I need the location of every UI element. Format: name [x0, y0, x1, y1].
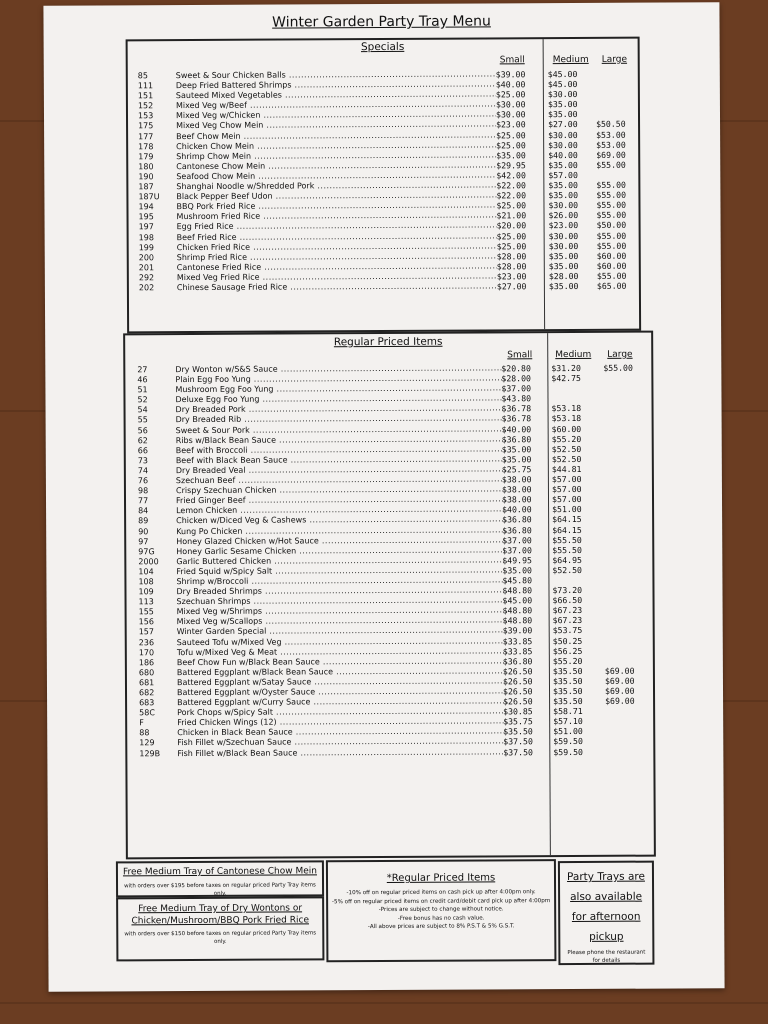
- item-name: Tofu w/Mixed Veg & Meat .....: [177, 646, 507, 658]
- price-small: $42.00: [496, 170, 526, 181]
- price-medium: $55.20: [552, 655, 583, 666]
- item-name: Beef with Broccoli .....: [176, 444, 506, 456]
- promo-wontons: [116, 896, 324, 961]
- item-name: Fish Fillet w/Szechuan Sauce .....: [177, 737, 507, 749]
- item-name: Cantonese Chow Mein .....: [176, 160, 496, 172]
- col-small: Small: [507, 350, 533, 361]
- promo-chow-mein: [116, 860, 324, 897]
- promo-notes: [328, 888, 554, 932]
- item-name: Beef Chow Mein .....: [176, 130, 496, 142]
- item-name: Battered Eggplant w/Black Bean Sauce .....: [177, 666, 507, 678]
- price-small: $35.00: [501, 454, 532, 465]
- price-large: $50.50: [596, 119, 626, 130]
- price-medium: $35.00: [548, 260, 579, 271]
- promo-afternoon-pickup: [558, 861, 655, 966]
- price-small: $37.50: [503, 746, 533, 757]
- price-small: $28.00: [496, 250, 527, 262]
- item-name: Battered Eggplant w/Satay Sauce .....: [177, 676, 507, 688]
- price-medium: $44.81: [551, 463, 582, 475]
- price-small: $26.50: [502, 676, 533, 687]
- price-small: $33.85: [502, 635, 533, 646]
- price-small: $25.00: [496, 240, 527, 252]
- menu-title: Winter Garden Party Tray Menu: [272, 13, 491, 31]
- item-number: 51: [137, 385, 148, 395]
- price-medium: $57.00: [551, 494, 582, 505]
- price-small: $25.00: [496, 200, 527, 211]
- price-medium: $28.00: [548, 270, 579, 282]
- price-large: $69.00: [604, 675, 635, 686]
- item-number: 55: [137, 415, 148, 425]
- price-large: $60.00: [596, 250, 627, 261]
- item-number: 681: [138, 678, 155, 688]
- price-small: $37.00: [501, 383, 532, 394]
- note-line: -5% off on regular priced items on credit card/debit card pick up after 4:00pm: [331, 897, 551, 905]
- price-medium: $59.50: [553, 736, 583, 747]
- item-number: 198: [138, 232, 154, 242]
- item-name: Chicken in Black Bean Sauce .....: [177, 727, 507, 739]
- price-small: $36.78: [501, 413, 532, 424]
- regular-list: [125, 363, 653, 759]
- item-name: Sauteed Tofu w/Mixed Veg .....: [177, 636, 507, 648]
- price-small: $30.00: [495, 99, 526, 110]
- price-medium: $64.95: [552, 554, 582, 565]
- item-number: 152: [137, 101, 154, 111]
- price-medium: $59.50: [553, 746, 583, 757]
- item-number: 195: [138, 212, 154, 222]
- item-number: 89: [138, 516, 149, 526]
- price-medium: $52.50: [552, 564, 582, 575]
- note-line: -Prices are subject to change without notice.: [378, 906, 504, 914]
- price-small: $38.00: [501, 494, 532, 505]
- price-medium: $31.20: [551, 362, 581, 374]
- item-number: 194: [138, 202, 154, 212]
- item-number: 187U: [138, 192, 160, 202]
- item-number: 97: [138, 536, 149, 546]
- price-small: $25.75: [501, 464, 532, 475]
- price-large: $55.00: [596, 230, 627, 241]
- item-number: 682: [138, 688, 155, 698]
- price-small: $20.80: [501, 363, 531, 374]
- price-large: $55.00: [596, 270, 627, 281]
- price-medium: $35.00: [547, 99, 578, 110]
- price-medium: $35.50: [552, 665, 583, 676]
- item-number: 236: [138, 637, 155, 647]
- promo-note: Please phone the restaurant for details: [567, 949, 646, 964]
- item-name: Sweet & Sour Chicken Balls .....: [176, 69, 496, 81]
- price-small: $48.80: [502, 615, 533, 626]
- item-number: 153: [137, 111, 154, 121]
- price-medium: $35.50: [553, 696, 583, 707]
- price-large: $55.00: [596, 179, 626, 190]
- item-number: 111: [137, 81, 154, 91]
- item-number: 200: [138, 252, 155, 262]
- price-medium: $30.00: [548, 129, 578, 140]
- item-number: 156: [138, 617, 154, 627]
- price-medium: $67.23: [552, 605, 583, 616]
- price-small: $48.80: [502, 585, 533, 596]
- regular-section: [123, 331, 656, 860]
- item-name: Kung Po Chicken .....: [176, 525, 506, 537]
- item-name: Dry Wonton w/S&S Sauce .....: [175, 363, 505, 375]
- item-number: 52: [137, 395, 148, 405]
- price-small: $30.00: [495, 109, 526, 120]
- item-name: Ribs w/Black Bean Sauce .....: [176, 434, 506, 446]
- price-small: $38.00: [501, 474, 532, 485]
- price-medium: $40.00: [548, 149, 578, 160]
- item-name: Chicken w/Diced Veg & Cashews .....: [176, 515, 506, 527]
- item-number: 46: [137, 375, 148, 385]
- item-name: Battered Eggplant w/Curry Sauce .....: [177, 696, 507, 708]
- price-medium: $52.50: [551, 453, 582, 464]
- item-name: Lemon Chicken .....: [176, 505, 506, 517]
- item-name: Pork Chops w/Spicy Salt .....: [177, 707, 507, 719]
- item-name: Honey Glazed Chicken w/Hot Sauce .....: [176, 535, 506, 547]
- price-small: $49.95: [502, 555, 532, 566]
- price-small: $28.00: [501, 373, 531, 384]
- price-medium: $53.18: [551, 413, 582, 424]
- item-name: Winter Garden Special .....: [177, 626, 507, 638]
- item-number: 77: [137, 496, 149, 506]
- regular-heading: Regular Priced Items: [333, 335, 443, 349]
- item-number: 190: [138, 172, 154, 182]
- item-name: Fish Fillet w/Black Bean Sauce .....: [177, 747, 507, 759]
- item-name: Battered Eggplant w/Oyster Sauce .....: [177, 686, 507, 698]
- specials-list: [128, 69, 639, 294]
- price-medium: $30.00: [548, 230, 579, 241]
- price-large: $53.00: [596, 139, 626, 150]
- item-number: 108: [138, 577, 154, 587]
- price-medium: $50.25: [552, 635, 583, 646]
- item-number: 54: [137, 405, 148, 415]
- item-number: 66: [137, 445, 148, 456]
- price-small: $40.00: [502, 504, 532, 515]
- price-small: $33.85: [502, 645, 533, 657]
- item-number: 178: [138, 141, 154, 151]
- item-number: 197: [138, 222, 154, 232]
- price-medium: $56.25: [552, 645, 583, 656]
- price-medium: $51.00: [553, 726, 583, 737]
- price-large: $55.00: [596, 189, 627, 201]
- item-number: 98: [137, 486, 149, 496]
- price-small: $23.00: [496, 119, 526, 130]
- item-name: Black Pepper Beef Udon .....: [176, 191, 496, 203]
- item-name: Honey Garlic Sesame Chicken .....: [176, 545, 506, 557]
- item-number: 90: [138, 526, 149, 536]
- price-large: $50.00: [596, 220, 627, 231]
- price-small: $40.00: [501, 423, 532, 434]
- item-name: Deep Fried Battered Shrimps .....: [176, 80, 496, 92]
- item-name: Dry Breaded Rib .....: [176, 414, 506, 426]
- price-small: $30.85: [503, 706, 533, 717]
- price-medium: $52.50: [551, 443, 582, 454]
- promo-title: Party Trays are also available for afternoon pickup: [567, 870, 645, 943]
- price-medium: $35.00: [548, 190, 579, 201]
- price-small: $21.00: [496, 210, 527, 221]
- price-small: $26.50: [502, 666, 533, 677]
- item-name: Mixed Veg Chow Mein .....: [176, 120, 496, 132]
- item-name: Dry Breaded Veal .....: [176, 464, 506, 476]
- price-large: $53.00: [596, 129, 626, 140]
- item-name: Beef with Black Bean Sauce .....: [176, 454, 506, 466]
- price-large: $69.00: [604, 685, 635, 696]
- price-small: $36.78: [501, 403, 532, 414]
- price-medium: $35.00: [548, 280, 579, 292]
- price-medium: $30.00: [548, 139, 578, 150]
- price-small: $35.00: [502, 565, 532, 576]
- price-medium: $42.75: [551, 373, 581, 384]
- item-name: Mixed Veg w/Chicken .....: [176, 110, 496, 122]
- price-large: $55.00: [603, 362, 633, 373]
- price-medium: $35.00: [548, 250, 579, 261]
- price-small: $22.00: [496, 190, 527, 201]
- price-medium: $57.10: [553, 716, 583, 727]
- item-name: Fried Squid w/Spicy Salt .....: [176, 565, 506, 577]
- item-number: 170: [138, 647, 155, 657]
- item-number: 129: [139, 738, 155, 748]
- price-small: $20.00: [496, 220, 527, 231]
- price-small: $29.95: [496, 160, 526, 171]
- item-number: 104: [138, 567, 154, 577]
- price-large: $65.00: [596, 280, 627, 291]
- price-small: $26.50: [502, 686, 533, 697]
- price-medium: $57.00: [548, 169, 578, 181]
- price-medium: $35.00: [548, 159, 578, 170]
- price-small: $39.00: [495, 69, 526, 80]
- price-small: $38.00: [501, 484, 532, 495]
- item-name: Dry Breaded Pork .....: [176, 404, 506, 416]
- price-large: $55.00: [596, 199, 627, 211]
- price-medium: $45.00: [547, 79, 578, 90]
- item-number: 683: [139, 698, 155, 708]
- item-name: Plain Egg Foo Yung .....: [175, 373, 505, 385]
- price-medium: $53.18: [551, 403, 582, 414]
- item-name: Cantonese Fried Rice .....: [177, 261, 497, 273]
- item-number: 27: [137, 365, 148, 375]
- price-small: $37.00: [502, 534, 532, 545]
- price-medium: $35.00: [548, 180, 578, 191]
- price-small: $35.75: [503, 716, 533, 727]
- price-small: $35.50: [503, 726, 533, 737]
- item-number: 180: [138, 162, 154, 172]
- price-small: $45.00: [502, 595, 533, 606]
- price-medium: $57.00: [551, 473, 582, 485]
- item-name: Dry Breaded Shrimps .....: [176, 585, 506, 597]
- item-name: Chinese Sausage Fried Rice .....: [177, 281, 497, 293]
- item-number: 199: [138, 242, 154, 252]
- specials-heading: Specials: [360, 40, 405, 54]
- item-number: 97G: [138, 546, 155, 556]
- price-medium: $64.15: [552, 514, 582, 525]
- item-name: Mixed Veg w/Scallops .....: [177, 616, 507, 628]
- price-medium: $55.20: [551, 433, 582, 444]
- price-small: $39.00: [502, 625, 533, 636]
- note-line: -10% off on regular priced items on cash pick up after 4:00pm only.: [346, 889, 536, 897]
- price-medium: $35.50: [552, 675, 583, 687]
- price-small: $35.00: [496, 150, 526, 161]
- item-number: 292: [138, 273, 155, 283]
- price-medium: $26.00: [548, 210, 579, 221]
- promo-title: Free Medium Tray of Cantonese Chow Mein: [122, 866, 317, 878]
- promo-note: with orders over $195 before taxes on regular priced Party Tray items only.: [124, 882, 316, 897]
- item-name: Beef Chow Fun w/Black Bean Sauce .....: [177, 656, 507, 668]
- item-number: 113: [138, 597, 154, 607]
- note-line: -Free bonus has no cash value.: [397, 915, 485, 922]
- price-small: $48.80: [502, 605, 533, 616]
- price-medium: $45.00: [547, 68, 578, 80]
- price-small: $36.80: [502, 524, 532, 535]
- price-medium: $64.15: [552, 524, 582, 535]
- promo-title: Free Medium Tray of Dry Wontons or Chicken/Mushroom/BBQ Pork Fried Rice: [131, 903, 310, 927]
- price-medium: $30.00: [548, 200, 579, 211]
- price-medium: $30.00: [548, 240, 579, 251]
- item-number: 88: [139, 728, 150, 738]
- item-name: Beef Fried Rice .....: [177, 231, 497, 243]
- price-medium: $30.00: [547, 89, 578, 100]
- item-name: Shrimp Chow Mein .....: [176, 150, 496, 162]
- item-number: 73: [137, 456, 149, 466]
- price-medium: $58.71: [553, 706, 583, 717]
- specials-section: [126, 37, 642, 334]
- item-name: Sauteed Mixed Vegetables .....: [176, 90, 496, 102]
- price-medium: $55.50: [552, 534, 582, 545]
- item-number: 76: [137, 476, 149, 486]
- item-number: F: [139, 718, 144, 728]
- item-number: 201: [138, 262, 155, 273]
- price-small: $36.80: [501, 433, 532, 445]
- item-number: 56: [137, 425, 148, 435]
- item-name: Mixed Veg w/Beef .....: [176, 100, 496, 112]
- promo-regular-notes: [326, 859, 557, 962]
- item-number: 85: [137, 71, 149, 81]
- price-large: $69.00: [605, 695, 635, 706]
- item-number: 179: [138, 151, 154, 162]
- price-medium: $23.00: [548, 220, 579, 231]
- item-name: BBQ Pork Fried Rice .....: [176, 201, 496, 213]
- price-small: $43.80: [501, 393, 532, 404]
- item-number: 109: [138, 587, 154, 597]
- price-small: $35.00: [501, 443, 532, 455]
- price-medium: $55.50: [552, 544, 582, 555]
- item-name: Mixed Veg w/Shrimps .....: [177, 606, 507, 618]
- item-name: Szechuan Shrimps .....: [177, 596, 507, 608]
- promo-title: *Regular Priced Items: [386, 872, 496, 884]
- item-number: 157: [138, 627, 155, 637]
- price-small: $36.80: [502, 514, 532, 525]
- item-number: 62: [137, 435, 148, 445]
- price-medium: $35.00: [547, 109, 578, 120]
- item-name: Chicken Chow Mein .....: [176, 140, 496, 152]
- item-number: 680: [138, 668, 155, 678]
- price-medium: $66.50: [552, 595, 583, 606]
- col-medium: Medium: [555, 349, 592, 361]
- col-large: Large: [601, 54, 628, 65]
- price-small: $25.00: [496, 139, 526, 151]
- item-name: Crispy Szechuan Chicken .....: [176, 484, 506, 496]
- specials-column-headers: [128, 55, 638, 70]
- item-name: Chicken Fried Rice .....: [177, 241, 497, 253]
- item-name: Shanghai Noodle w/Shredded Pork .....: [176, 180, 496, 192]
- price-large: $55.00: [596, 159, 626, 170]
- item-name: Fried Ginger Beef .....: [176, 495, 506, 507]
- item-number: 151: [137, 91, 154, 101]
- price-small: $40.00: [495, 79, 526, 90]
- item-name: Shrimp w/Broccoli .....: [176, 575, 506, 587]
- item-number: 202: [138, 283, 155, 293]
- col-large: Large: [607, 349, 633, 360]
- price-medium: $57.00: [551, 484, 582, 495]
- price-small: $28.00: [496, 261, 527, 272]
- price-small: $25.00: [496, 230, 527, 241]
- price-medium: $35.50: [552, 685, 583, 697]
- item-number: 58C: [139, 708, 155, 718]
- item-name: Fried Chicken Wings (12) .....: [177, 717, 507, 729]
- price-small: $25.00: [495, 89, 526, 100]
- col-medium: Medium: [552, 54, 589, 66]
- price-large: $55.00: [596, 210, 627, 221]
- item-name: Garlic Buttered Chicken .....: [176, 555, 506, 567]
- price-large: $55.00: [596, 240, 627, 251]
- price-large: $69.00: [596, 149, 626, 160]
- item-number: 74: [137, 466, 149, 476]
- item-name: Sweet & Sour Pork .....: [176, 424, 506, 436]
- note-line: -All above prices are subject to 8% P.S.T & 5% G.S.T.: [367, 923, 515, 931]
- menu-sheet: [43, 2, 724, 992]
- promo-note: with orders over $150 before taxes on regular priced Party Tray items only.: [124, 930, 317, 945]
- price-medium: $51.00: [552, 504, 582, 515]
- price-small: $25.00: [496, 129, 526, 140]
- item-number: 155: [138, 607, 154, 617]
- item-name: Deluxe Egg Foo Yung .....: [175, 394, 505, 406]
- price-small: $37.00: [502, 544, 532, 556]
- item-number: 175: [138, 121, 154, 131]
- item-name: Szechuan Beef .....: [176, 474, 506, 486]
- item-number: 129B: [139, 748, 161, 758]
- price-small: $37.50: [503, 736, 533, 747]
- item-name: Egg Fried Rice .....: [177, 221, 497, 233]
- item-name: Mixed Veg Fried Rice .....: [177, 271, 497, 283]
- menu-item-row: [127, 746, 653, 759]
- price-medium: $27.00: [548, 119, 578, 130]
- item-number: 84: [138, 506, 149, 516]
- item-number: 186: [138, 657, 155, 668]
- price-large: $60.00: [596, 260, 627, 271]
- price-medium: $73.20: [552, 585, 583, 596]
- item-number: 187: [138, 182, 154, 192]
- price-small: $27.00: [496, 281, 527, 292]
- item-number: 177: [138, 131, 154, 141]
- price-small: $36.80: [502, 655, 533, 667]
- item-name: Mushroom Fried Rice .....: [177, 211, 497, 223]
- price-medium: $67.23: [552, 615, 583, 626]
- price-small: $22.00: [496, 180, 526, 191]
- item-name: Mushroom Egg Foo Yung .....: [175, 384, 505, 396]
- price-small: $26.50: [503, 696, 533, 707]
- price-small: $45.80: [502, 575, 533, 586]
- price-medium: $60.00: [551, 423, 582, 434]
- price-small: $23.00: [496, 271, 527, 282]
- col-small: Small: [499, 55, 525, 66]
- price-medium: $53.75: [552, 625, 583, 636]
- price-large: $69.00: [604, 665, 635, 676]
- item-number: 2000: [138, 556, 159, 567]
- menu-item-row: [129, 281, 639, 294]
- item-name: Seafood Chow Mein .....: [176, 170, 496, 182]
- item-name: Shrimp Fried Rice .....: [177, 251, 497, 263]
